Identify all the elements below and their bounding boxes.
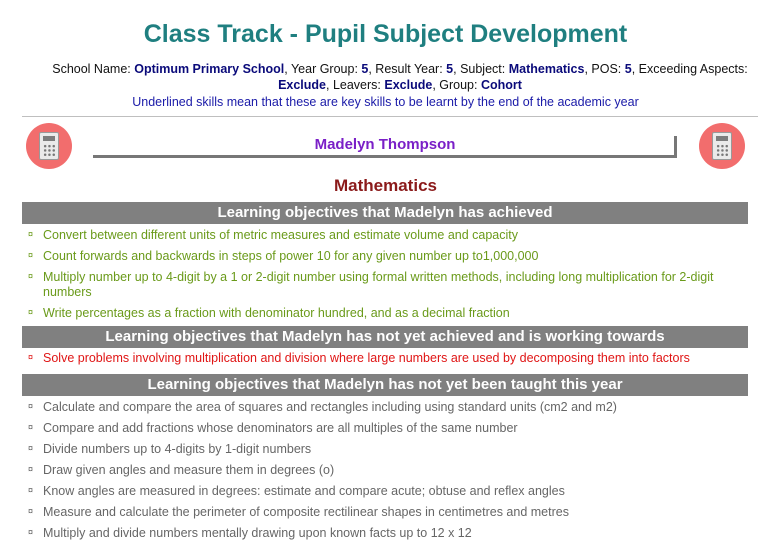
- exceeding-value: Exclude: [278, 78, 326, 92]
- subject-value: Mathematics: [508, 62, 585, 76]
- list-item: ¤ Write percentages as a fraction with denominator hundred, and as a decimal fraction: [28, 306, 748, 321]
- page-title: Class Track - Pupil Subject Development: [143, 20, 628, 48]
- list-item: ¤ Measure and calculate the perimeter of composite rectilinear shapes in centimetres and metres: [28, 505, 748, 520]
- divider: [22, 116, 758, 117]
- not-taught-list: [28, 400, 748, 546]
- list-item: ¤ Divide numbers up to 4-digits by 1-digit numbers: [28, 442, 748, 457]
- achieved-list: [28, 228, 748, 327]
- pupil-name: Madelyn Thompson: [314, 136, 456, 153]
- group-value: Cohort: [480, 78, 522, 92]
- list-item: ¤ Know angles are measured in degrees: estimate and compare acute; obtuse and reflex angles: [28, 484, 748, 499]
- year-group-label: , Year Group:: [284, 62, 362, 76]
- pos-value: 5: [624, 62, 632, 76]
- subject-label: , Subject:: [453, 62, 509, 76]
- report-filters: [30, 61, 770, 93]
- pos-label: , POS:: [584, 62, 625, 76]
- leavers-value: Exclude: [384, 78, 433, 92]
- exceeding-label: , Exceeding Aspects:: [631, 62, 748, 76]
- list-item: ¤ Multiply number up to 4-digit by a 1 or 2-digit number using formal written methods, including long multiplication for 2-digit numbers: [28, 270, 748, 300]
- list-item: ¤ Solve problems involving multiplication and division where large numbers are used by decomposing them into factors: [28, 351, 748, 366]
- list-item: ¤ Convert between different units of metric measures and estimate volume and capacity: [28, 228, 748, 243]
- group-label: , Group:: [432, 78, 481, 92]
- calculator-icon: [26, 123, 72, 169]
- not-taught-heading: Learning objectives that Madelyn has not yet been taught this year: [22, 374, 748, 396]
- list-item: ¤ Draw given angles and measure them in degrees (o): [28, 463, 748, 478]
- result-year-label: , Result Year:: [368, 62, 447, 76]
- leavers-label: , Leavers:: [326, 78, 385, 92]
- list-item: ¤ Calculate and compare the area of squares and rectangles including using standard units (cm2 and m2): [28, 400, 748, 415]
- calculator-icon: [699, 123, 745, 169]
- result-year-value: 5: [446, 62, 454, 76]
- achieved-heading: Learning objectives that Madelyn has achieved: [22, 202, 748, 224]
- year-group-value: 5: [361, 62, 369, 76]
- school-value: Optimum Primary School: [134, 62, 285, 76]
- key-skills-note: Underlined skills mean that these are key skills to be learnt by the end of the academic year: [132, 95, 639, 109]
- subject-heading: Mathematics: [334, 176, 437, 195]
- working-towards-list: [28, 351, 748, 366]
- list-item: ¤ Compare and add fractions whose denominators are all multiples of the same number: [28, 421, 748, 436]
- list-item: ¤ Count forwards and backwards in steps of power 10 for any given number up to1,000,000: [28, 249, 748, 264]
- working-towards-heading: Learning objectives that Madelyn has not yet achieved and is working towards: [22, 326, 748, 348]
- list-item: ¤ Multiply and divide numbers mentally drawing upon known facts up to 12 x 12: [28, 526, 748, 541]
- school-label: School Name:: [52, 62, 135, 76]
